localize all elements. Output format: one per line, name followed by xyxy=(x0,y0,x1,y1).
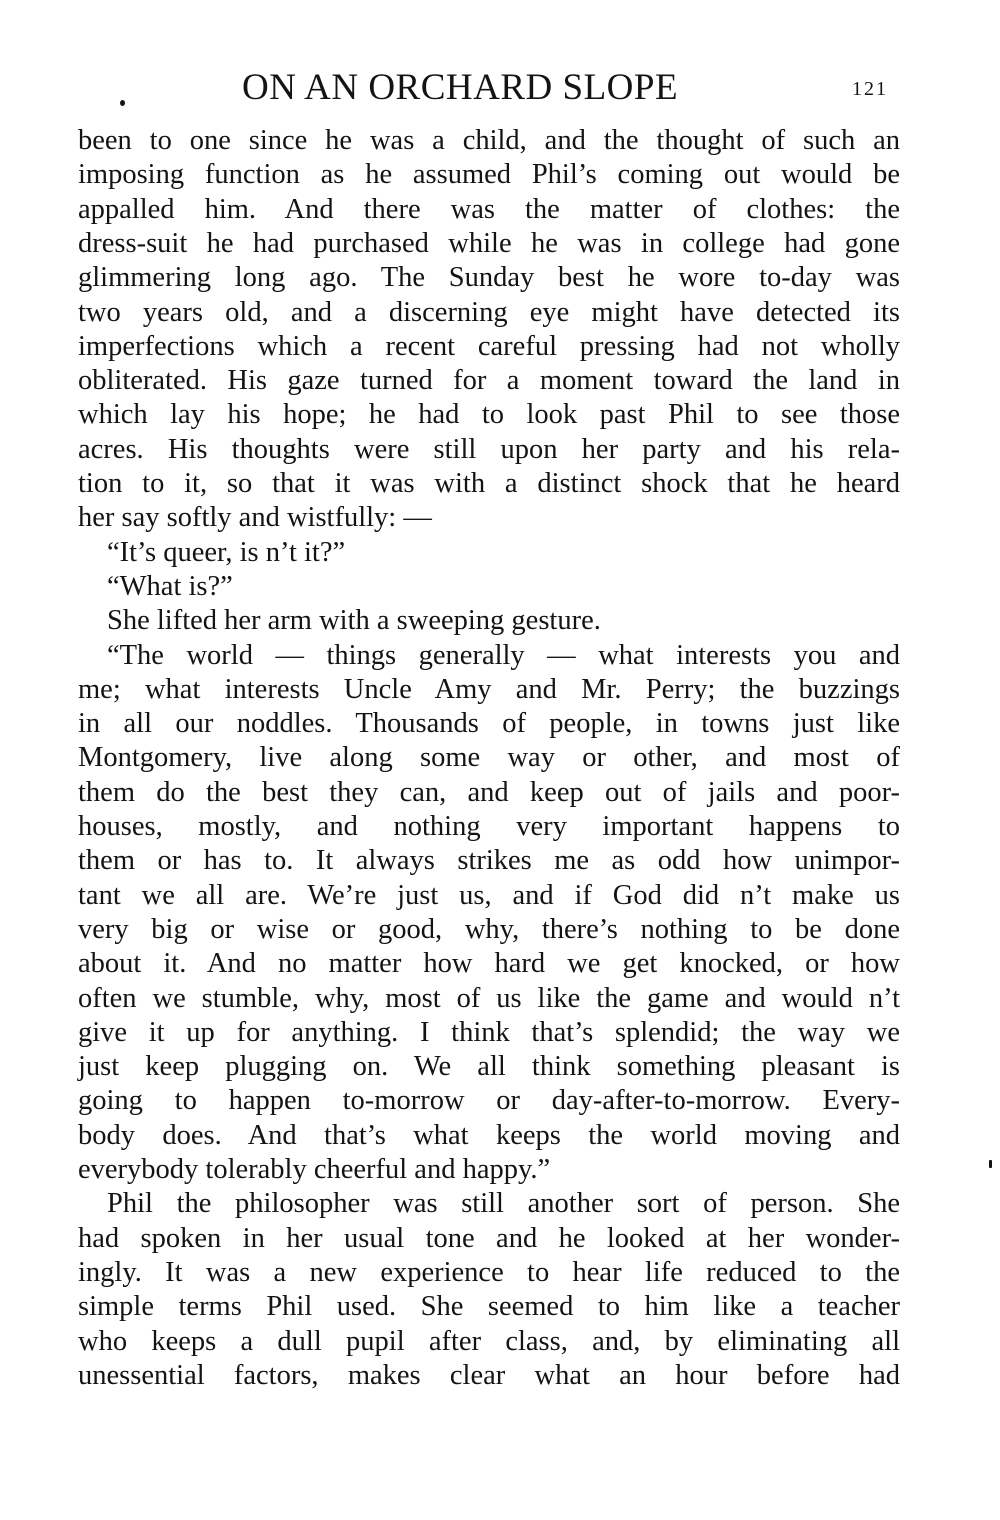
text-line: glimmering long ago. The Sunday best he wore to-day was xyxy=(78,262,900,294)
text-line: me; what interests Uncle Amy and Mr. Perry; the buzzings xyxy=(78,673,900,705)
text-line: dress-suit he had purchased while he was in college had gone xyxy=(78,227,900,259)
text-line: imperfections which a recent careful pressing had not wholly xyxy=(78,330,900,362)
text-line: in all our noddles. Thousands of people, in towns just like xyxy=(78,708,900,740)
running-head xyxy=(0,66,1000,110)
text-line: give it up for anything. I think that’s splendid; the way we xyxy=(78,1016,900,1048)
text-line: imposing function as he assumed Phil’s coming out would be xyxy=(78,159,900,191)
text-line: unessential factors, makes clear what an hour before had xyxy=(78,1359,900,1391)
text-line: houses, mostly, and nothing very important happens to xyxy=(78,811,900,842)
text-line: them or has to. It always strikes me as odd how unimpor- xyxy=(78,845,900,877)
text-line: She lifted her arm with a sweeping gesture. xyxy=(107,605,601,637)
text-line: which lay his hope; he had to look past Phil to see those xyxy=(78,399,900,431)
text-line: “The world — things generally — what interests you and xyxy=(107,639,900,671)
text-line: very big or wise or good, why, there’s nothing to be done xyxy=(78,913,900,945)
text-line: everybody tolerably cheerful and happy.” xyxy=(78,1154,551,1185)
text-line: who keeps a dull pupil after class, and, by eliminating all xyxy=(78,1325,900,1357)
running-head-title: ON AN ORCHARD SLOPE xyxy=(242,67,679,108)
text-line: appalled him. And there was the matter of clothes: the xyxy=(78,193,900,225)
text-line: been to one since he was a child, and the thought of such an xyxy=(78,125,900,156)
text-line: Montgomery, live along some way or other, and most of xyxy=(78,742,900,774)
ink-speck xyxy=(120,100,125,106)
text-line: had spoken in her usual tone and he looked at her wonder- xyxy=(78,1222,900,1254)
text-line: just keep plugging on. We all think something pleasant is xyxy=(78,1051,900,1083)
text-line: acres. His thoughts were still upon her party and his rela- xyxy=(78,433,900,465)
text-line: simple terms Phil used. She seemed to him like a teacher xyxy=(78,1291,900,1323)
text-line: her say softly and wistfully: — xyxy=(78,502,432,534)
page-number: 121 xyxy=(852,78,888,100)
text-line: about it. And no matter how hard we get knocked, or how xyxy=(78,948,900,980)
text-line: Phil the philosopher was still another sort of person. She xyxy=(107,1188,900,1220)
text-line: body does. And that’s what keeps the world moving and xyxy=(78,1119,900,1151)
text-line: “What is?” xyxy=(107,570,233,602)
text-line: “It’s queer, is n’t it?” xyxy=(107,536,346,568)
text-line: often we stumble, why, most of us like the game and would n’t xyxy=(78,982,900,1014)
text-line: obliterated. His gaze turned for a moment toward the land in xyxy=(78,365,900,397)
text-line: going to happen to-morrow or day-after-to-morrow. Every- xyxy=(78,1085,900,1117)
text-line: them do the best they can, and keep out of jails and poor- xyxy=(78,776,900,808)
text-line: ingly. It was a new experience to hear life reduced to the xyxy=(78,1256,900,1288)
text-line: tion to it, so that it was with a distinct shock that he heard xyxy=(78,468,900,499)
text-line: tant we all are. We’re just us, and if God did n’t make us xyxy=(78,879,900,911)
text-line: two years old, and a discerning eye might have detected its xyxy=(78,296,900,328)
ink-speck xyxy=(989,1160,992,1168)
